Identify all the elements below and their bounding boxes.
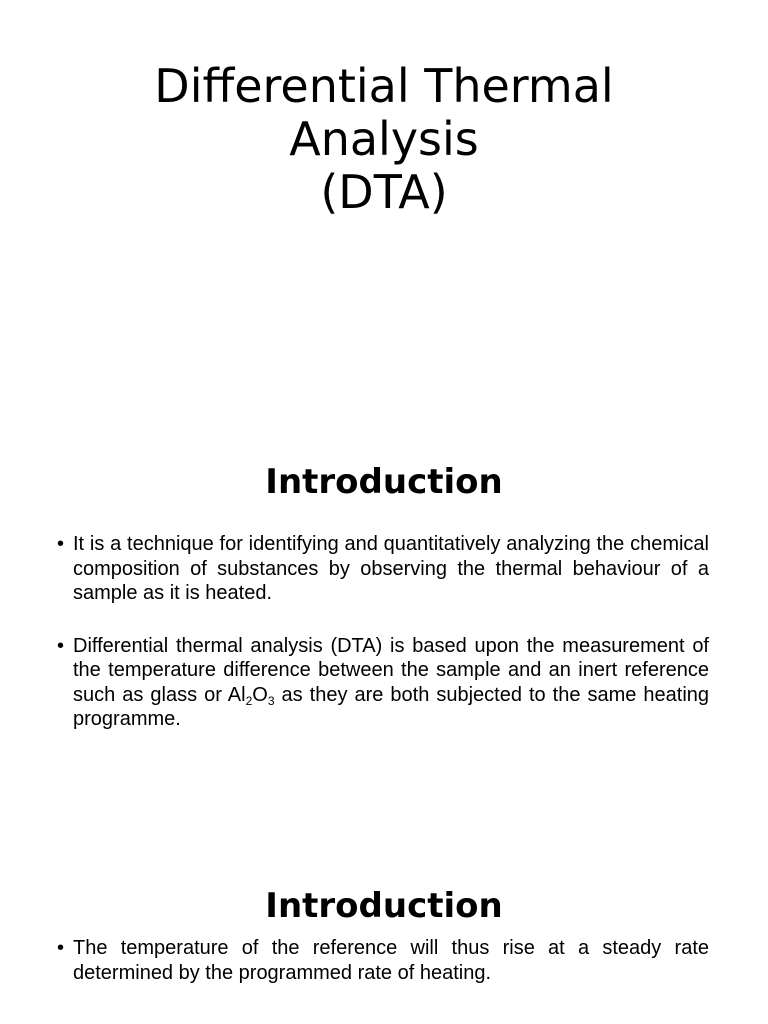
bullet-icon: • bbox=[57, 937, 65, 959]
slide-title bbox=[0, 60, 768, 219]
bullet-text: It is a technique for identifying and quantitatively analyzing the chemical composition of substances by observing the thermal behaviour of a sample as it is heated. bbox=[73, 533, 709, 604]
subscript: 2 bbox=[245, 693, 253, 708]
bullet-icon: • bbox=[57, 533, 65, 555]
subscript: 3 bbox=[267, 693, 275, 708]
bullet-text-part: O bbox=[252, 683, 268, 706]
bullet-icon: • bbox=[57, 634, 65, 657]
bullet-text: The temperature of the reference will thus rise at a steady rate determined by the programmed rate of heating. bbox=[73, 937, 709, 984]
title-line-3: (DTA) bbox=[320, 165, 448, 219]
bullet-text-part: as they are both subjected to the same heating programme. bbox=[73, 683, 710, 730]
bullet-item bbox=[57, 936, 709, 985]
bullet-list bbox=[57, 936, 709, 985]
bullet-list bbox=[57, 532, 709, 732]
bullet-text bbox=[73, 635, 709, 731]
title-line-1: Differential Thermal bbox=[154, 59, 614, 113]
section-heading-introduction-2: Introduction bbox=[265, 886, 503, 926]
section-heading-introduction: Introduction bbox=[265, 462, 503, 502]
bullet-item bbox=[57, 634, 709, 732]
title-line-2: Analysis bbox=[289, 112, 479, 166]
bullet-text-part: Differential thermal analysis (DTA) is based upon the measurement of the temperature difference between the sample and an inert reference such as glass or Al bbox=[73, 634, 709, 706]
bullet-item bbox=[57, 532, 709, 606]
